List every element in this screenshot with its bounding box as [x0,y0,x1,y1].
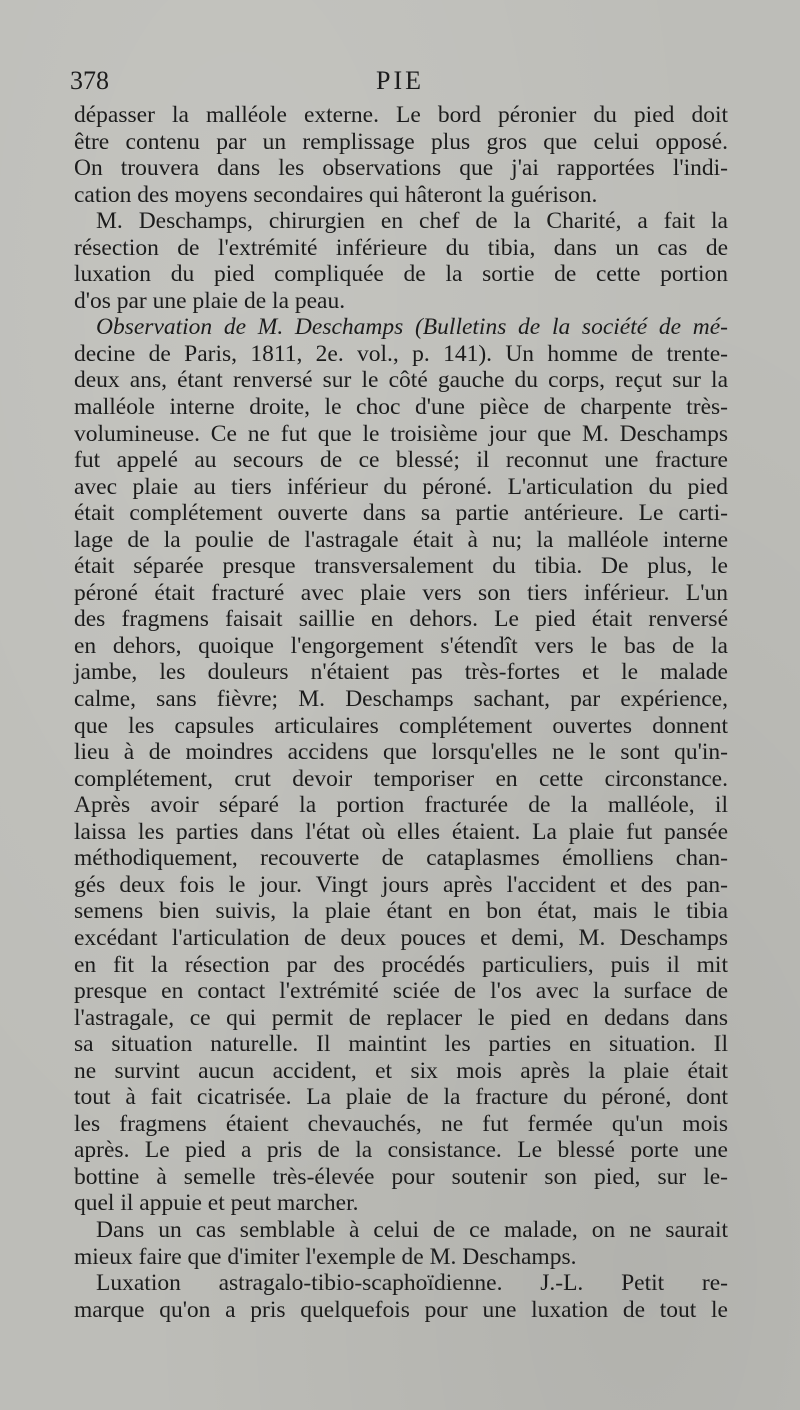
text-line: Luxation astragalo-tibio-scaphoïdienne. J.-L. Petit re- [96,1270,728,1297]
paragraph [74,102,728,208]
text-line: excédant l'articulation de deux pouces et demi, M. Deschamps [74,924,728,951]
paragraph [74,1270,728,1323]
text-line: laissa les parties dans l'état où elles étaient. La plaie fut pansée [74,818,728,845]
text-line: calme, sans fièvre; M. Deschamps sachant, par expérience, [74,686,728,713]
text-line: dépasser la malléole externe. Le bord péronier du pied doit [74,102,728,128]
text-line: péroné était fracturé avec plaie vers son tiers inférieur. L'un [74,579,728,606]
text-line: fut appelé au secours de ce blessé; il reconnut une fracture [74,447,728,474]
text-line: mieux faire que d'imiter l'exemple de M. Deschamps. [74,1243,577,1270]
text-line: être contenu par un remplissage plus gros que celui opposé. [74,128,728,155]
text-line: méthodiquement, recouverte de cataplasmes émolliens chan- [74,845,728,872]
text-line: deux ans, étant renversé sur le côté gauche du corps, reçut sur la [74,367,728,394]
text-line: en fit la résection par des procédés particuliers, puis il mit [74,951,728,978]
text-line: d'os par une plaie de la peau. [74,287,346,314]
paragraph [74,1217,728,1270]
text-line: était complétement ouverte dans sa partie antérieure. Le carti- [74,500,728,527]
text-line: Dans un cas semblable à celui de ce malade, on ne saurait [96,1216,728,1243]
text-line: lieu à de moindres accidens que lorsqu'elles ne le sont qu'in- [74,739,728,766]
text-line: semens bien suivis, la plaie étant en bon état, mais le tibia [74,898,728,925]
paragraph [74,208,728,314]
paragraph [74,314,728,1217]
text-line: cation des moyens secondaires qui hâteront la guérison. [74,181,598,208]
text-line: luxation du pied compliquée de la sortie de cette portion [74,261,728,288]
text-line: Observation de M. Deschamps (Bulletins de la société de mé- [96,314,728,341]
text-line: des fragmens faisait saillie en dehors. Le pied était renversé [74,606,728,633]
text-line: jambe, les douleurs n'étaient pas très-fortes et le malade [74,659,728,686]
text-line: malléole interne droite, le choc d'une pièce de charpente très- [74,394,728,421]
text-line: après. Le pied a pris de la consistance. Le blessé porte une [74,1137,728,1164]
text-line: On trouvera dans les observations que j'ai rapportées l'indi- [74,155,728,182]
page-header [70,62,730,96]
text-line: les fragmens étaient chevauchés, ne fut fermée qu'un mois [74,1110,728,1137]
text-line: decine de Paris, 1811, 2e. vol., p. 141). Un homme de trente- [74,340,728,367]
text-line: Après avoir séparé la portion fracturée de la malléole, il [74,792,728,819]
running-head: PIE [376,66,424,95]
text-line: résection de l'extrémité inférieure du tibia, dans un cas de [74,234,728,261]
page-number: 378 [70,66,109,95]
text-line: volumineuse. Ce ne fut que le troisième jour que M. Deschamps [74,420,728,447]
text-line: sa situation naturelle. Il maintint les parties en situation. Il [74,1031,728,1058]
text-line: l'astragale, ce qui permit de replacer le pied en dedans dans [74,1004,728,1031]
text-line: presque en contact l'extrémité sciée de l'os avec la surface de [74,978,728,1005]
text-line: lage de la poulie de l'astragale était à nu; la malléole interne [74,526,728,553]
text-line: bottine à semelle très-élevée pour soutenir son pied, sur le- [74,1163,728,1190]
text-line: complétement, crut devoir temporiser en cette circonstance. [74,765,728,792]
text-body [74,102,728,1323]
text-line: en dehors, quoique l'engorgement s'étendît vers le bas de la [74,632,728,659]
text-line: ne survint aucun accident, et six mois après la plaie était [74,1057,728,1084]
text-line: quel il appuie et peut marcher. [74,1190,359,1217]
text-line: gés deux fois le jour. Vingt jours après l'accident et des pan- [74,871,728,898]
text-line: avec plaie au tiers inférieur du péroné. L'articulation du pied [74,473,728,500]
text-line: tout à fait cicatrisée. La plaie de la fracture du péroné, dont [74,1084,728,1111]
text-line: M. Deschamps, chirurgien en chef de la Charité, a fait la [96,208,728,235]
text-line: était séparée presque transversalement du tibia. De plus, le [74,553,728,580]
text-line: que les capsules articulaires complétement ouvertes donnent [74,712,728,739]
text-line: marque qu'on a pris quelquefois pour une luxation de tout le [74,1296,728,1323]
